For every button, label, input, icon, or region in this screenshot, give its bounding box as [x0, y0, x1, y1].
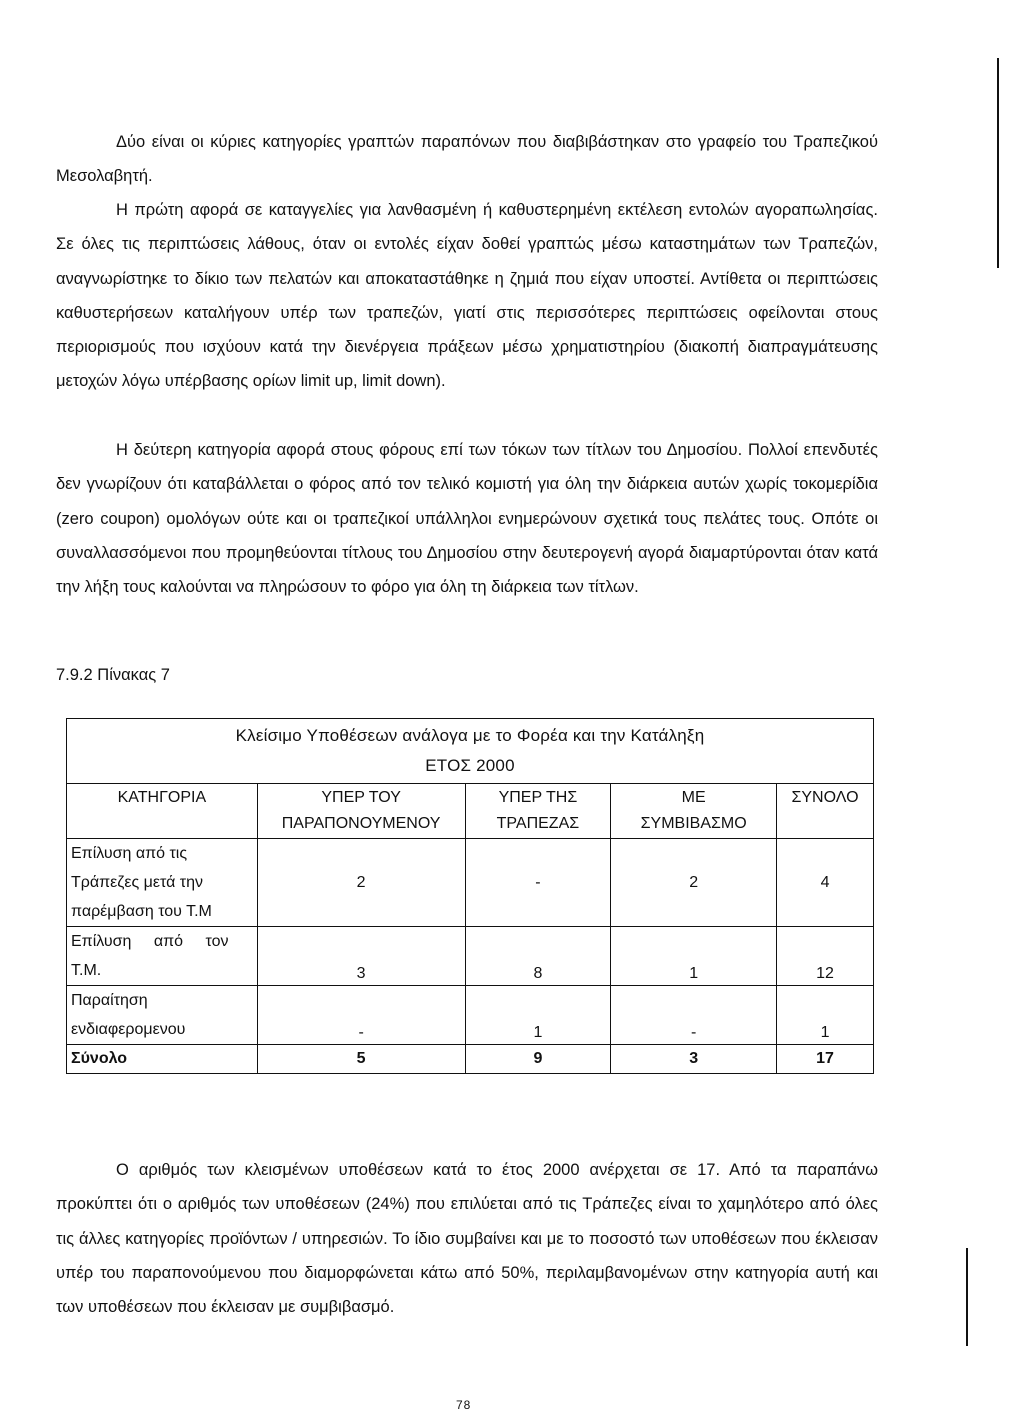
header-complainant — [257, 784, 465, 839]
paragraph-1 — [56, 125, 878, 194]
row-label — [67, 839, 258, 927]
cell-complainant: 2 — [257, 839, 465, 927]
total-total: 17 — [777, 1045, 874, 1074]
table-year: ΕΤΟΣ 2000 — [425, 756, 515, 775]
paragraph-4-text: Ο αριθμός των κλεισμένων υποθέσεων κατά το έτος 2000 ανέρχεται σε 17. Από τα παραπάνω προκύπτει ότι ο αριθμός των υποθέσεων (24%) που επιλύεται από τις Τράπεζες είναι το χαμηλότερο από όλες τις άλλες κατηγορίες προϊόντων / υπηρεσιών. Το ίδιο συμβαίνει και με το ποσοστό των υποθέσεων που έκλεισαν υπέρ του παραπονούμενου που διαμορφώνεται κάτω από 50%, περιλαμβανομένων στην κατηγορία αυτή και των υποθέσεων που έκλεισαν με συμβιβασμό. — [56, 1161, 878, 1317]
table-row — [67, 839, 874, 927]
total-complainant: 5 — [257, 1045, 465, 1074]
cell-settlement: 1 — [611, 927, 777, 986]
header-category: ΚΑΤΗΓΟΡΙΑ — [67, 784, 258, 839]
paragraph-3-text: Η δεύτερη κατηγορία αφορά στους φόρους επί των τόκων των τίτλων του Δημοσίου. Πολλοί επενδυτές δεν γνωρίζουν ότι καταβάλλεται ο φόρος από τον τελικό κομιστή για όλη την διάρκεια αυτών χωρίς τοκομερίδια (zero coupon) ομολόγων ούτε και οι τραπεζικοί υπάλληλοι ενημερώνουν σχετικά τους πελάτες τους. Οπότε οι συναλλασσόμενοι που προμηθεύονται τίτλους του Δημοσίου στην δευτερογενή αγορά διαμαρτύρονται όταν κατά την λήξη τους καλούνται να πληρώσουν το φόρο για όλη τη διάρκεια των τίτλων. — [56, 441, 878, 597]
paragraph-1-text: Δύο είναι οι κύριες κατηγορίες γραπτών παραπόνων που διαβιβάστηκαν στο γραφείο του Τραπεζικού Μεσολαβητή. — [56, 133, 878, 186]
row-label — [67, 986, 258, 1045]
page-number: 78 — [456, 1398, 472, 1412]
header-total: ΣΥΝΟΛΟ — [777, 784, 874, 839]
total-bank: 9 — [465, 1045, 611, 1074]
header-complainant-line2: ΠΑΡΑΠΟΝΟΥΜΕΝΟΥ — [281, 815, 441, 832]
header-complainant-line1: ΥΠΕΡ ΤΟΥ — [321, 789, 401, 806]
margin-rule-bottom — [966, 1248, 968, 1346]
header-settlement-line2: ΣΥΜΒΙΒΑΣΜΟ — [640, 815, 747, 832]
row-label-line1: Επίλυση από τις — [71, 845, 188, 862]
margin-rule-top — [997, 58, 999, 268]
table-total-row — [67, 1045, 874, 1074]
paragraph-3 — [56, 433, 878, 604]
header-bank-line1: ΥΠΕΡ ΤΗΣ — [498, 789, 578, 806]
cell-bank: - — [465, 839, 611, 927]
header-bank-line2: ΤΡΑΠΕΖΑΣ — [496, 815, 580, 832]
cell-bank: 1 — [465, 986, 611, 1045]
cell-settlement: - — [611, 986, 777, 1045]
row-label-line2: Τράπεζες μετά την — [71, 874, 203, 891]
row-label-line1: Παραίτηση — [71, 992, 148, 1009]
header-bank — [465, 784, 611, 839]
cell-complainant: - — [257, 986, 465, 1045]
header-settlement-line1: ΜΕ — [681, 789, 706, 806]
closing-cases-table — [66, 718, 874, 1074]
cell-settlement: 2 — [611, 839, 777, 927]
total-settlement: 3 — [611, 1045, 777, 1074]
cell-bank: 8 — [465, 927, 611, 986]
cell-total: 4 — [777, 839, 874, 927]
row-label — [67, 927, 258, 986]
cell-total: 12 — [777, 927, 874, 986]
row-label-line1: Επίλυση από τον — [71, 933, 229, 950]
section-heading: 7.9.2 Πίνακας 7 — [56, 666, 170, 684]
table-row — [67, 986, 874, 1045]
table-title-cell — [67, 719, 874, 784]
total-label: Σύνολο — [67, 1045, 258, 1074]
row-label-line2: ενδιαφερομενου — [71, 1021, 186, 1038]
cell-total: 1 — [777, 986, 874, 1045]
paragraph-4 — [56, 1153, 878, 1324]
table-header-row — [67, 784, 874, 839]
row-label-line2: Τ.Μ. — [71, 962, 102, 979]
paragraph-2 — [56, 193, 878, 399]
table-title-row — [67, 719, 874, 784]
table-row — [67, 927, 874, 986]
cell-complainant: 3 — [257, 927, 465, 986]
paragraph-2-text: Η πρώτη αφορά σε καταγγελίες για λανθασμένη ή καθυστερημένη εκτέλεση εντολών αγοραπωλησίας. Σε όλες τις περιπτώσεις λάθους, όταν οι εντολές είχαν δοθεί γραπτώς μέσω καταστημάτων των Τραπεζών, αναγνωρίστηκε το δίκιο των πελατών και αποκαταστάθηκε η ζημιά που είχαν υποστεί. Αντίθετα οι περιπτώσεις καθυστερήσεων καταλήγουν υπέρ των τραπεζών, γιατί στις περισσότερες περιπτώσεις οφείλονται στους περιορισμούς που ισχύουν κατά την διενέργεια πράξεων μέσω χρηματιστηρίου (διακοπή διαπραγμάτευσης μετοχών λόγω υπέρβασης ορίων limit up, limit down). — [56, 201, 878, 391]
header-settlement — [611, 784, 777, 839]
table-title: Κλείσιμο Υποθέσεων ανάλογα με το Φορέα και την Κατάληξη — [235, 726, 705, 745]
row-label-line3: παρέμβαση του Τ.Μ — [71, 903, 212, 920]
